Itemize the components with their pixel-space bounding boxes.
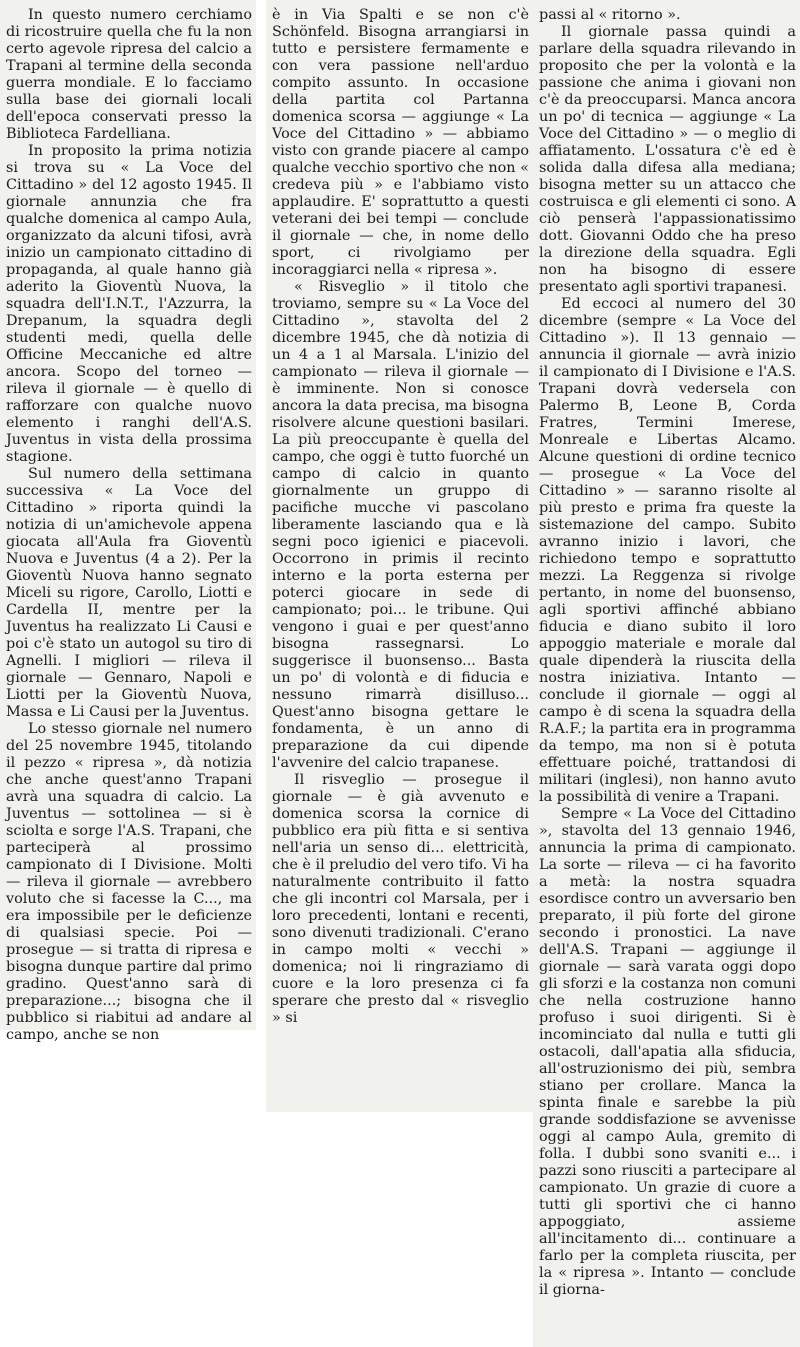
article-column-3: [533, 0, 800, 1347]
paragraph: Sul numero della settimana successiva « La Voce del Cittadino » riporta quindi la notizia di un'amichevole appena giocata all'Aula fra Gioventù Nuova e Juventus (4 a 2). Per la Gioventù Nuova hanno segnato Miceli su rigore, Carollo, Liotti e Cardella II, mentre per la Juventus ha realizzato Li Causi e poi c'è stato un autogol su tiro di Agnelli. I migliori — rileva il giornale — Gennaro, Napoli e Liotti per la Gioventù Nuova, Massa e Li Causi per la Juventus.: [6, 466, 252, 720]
article-column-1: [0, 0, 256, 1043]
paragraph: Il risveglio — prosegue il giornale — è già avvenuto e domenica scorsa la cornice di pubblico era più fitta e si sentiva nell'aria un senso di... elettricità, che è il preludio del vero tifo. Vi ha naturalmente contribuito il fatto che gli incontri col Marsala, per i loro precedenti, lontani e recenti, sono divenuti tradizionali. C'erano in campo molti « vecchi » domenica; noi li ringraziamo di cuore e la loro presenza ci fa sperare che presto dal « risveglio » si: [272, 772, 529, 1026]
paragraph: Il giornale passa quindi a parlare della squadra rilevando in proposito che per la volontà e la passione che anima i giovani non c'è da preoccuparsi. Manca ancora un po' di tecnica — aggiunge « La Voce del Cittadino » — o meglio di affiatamento. L'ossatura c'è ed è solida dalla difesa alla mediana; bisogna metter su un attacco che costruisca e gli elementi ci sono. A ciò penserà l'appassionatissimo dott. Giovanni Oddo che ha preso la direzione della squadra. Egli non ha bisogno di essere presentato agli sportivi trapanesi.: [539, 24, 796, 295]
paragraph: « Risveglio » il titolo che troviamo, sempre su « La Voce del Cittadino », stavolta del 2 dicembre 1945, che dà notizia di un 4 a 1 al Marsala. L'inizio del campionato — rileva il giornale — è imminente. Non si conosce ancora la data precisa, ma bisogna risolvere alcune questioni basilari. La più preoccupante è quella del campo, che oggi è tutto fuorché un campo di calcio in quanto giornalmente un gruppo di pacifiche mucche vi pascolano liberamente lasciando qua e là segni poco igienici e piacevoli. Occorrono in primis il recinto interno e la porta esterna per poterci giocare in sede di campionato; poi... le tribune. Qui vengono i guai e per quest'anno bisogna rassegnarsi. Lo suggerisce il buonsenso... Basta un po' di volontà e di fiducia e nessuno rimarrà disilluso... Quest'anno bisogna gettare le fondamenta, è un anno di preparazione da cui dipende l'avvenire del calcio trapanese.: [272, 279, 529, 771]
paragraph: passi al « ritorno ».: [539, 7, 681, 23]
paragraph: Ed eccoci al numero del 30 dicembre (sempre « La Voce del Cittadino »). Il 13 gennaio — annuncia il giornale — avrà inizio il campionato di I Divisione e l'A.S. Trapani dovrà vedersela con Palermo B, Leone B, Corda Fratres, Termini Imerese, Monreale e Libertas Alcamo. Alcune questioni di ordine tecnico — prosegue « La Voce del Cittadino » — saranno risolte al più presto e prima fra queste la sistemazione del campo. Subito avranno inizio i lavori, che richiedono tempo e soprattutto mezzi. La Reggenza si rivolge pertanto, in nome del buonsenso, agli sportivi affinché abbiano fiducia e diano subito il loro appoggio materiale e morale dal quale dipenderà la riuscita della nostra iniziativa. Intanto — conclude il giornale — oggi al campo è di scena la squadra della R.A.F.; la partita era in programma da tempo, ma non si è potuta effettuare poiché, trattandosi di militari (inglesi), non hanno avuto la possibilità di venire a Trapani.: [539, 296, 796, 805]
paragraph: Sempre « La Voce del Cittadino », stavolta del 13 gennaio 1946, annuncia la prima di campionato. La sorte — rileva — ci ha favorito a metà: la nostra squadra esordisce contro un avversario ben preparato, il più forte del girone secondo i pronostici. La nave dell'A.S. Trapani — aggiunge il giornale — sarà varata oggi dopo gli sforzi e la costanza non comuni che nella costruzione hanno profuso i suoi dirigenti. Si è incominciato dal nulla e tutti gli ostacoli, dall'apatia alla sfiducia, all'ostruzionismo dei più, sembra stiano per crollare. Manca la spinta finale e sarebbe la più grande soddisfazione se avvenisse oggi al campo Aula, gremito di folla. I dubbi sono svaniti e... i pazzi sono riusciti a partecipare al campionato. Un grazie di cuore a tutti gli sportivi che ci hanno appoggiato, assieme all'incitamento di... continuare a farlo per la completa riuscita, per la « ripresa ». Intanto — conclude il giorna-: [539, 806, 796, 1298]
paragraph: In proposito la prima notizia si trova su « La Voce del Cittadino » del 12 agosto 1945. Il giornale annunzia che fra qualche domenica al campo Aula, organizzato da alcuni tifosi, avrà inizio un campionato cittadino di propaganda, al quale hanno già aderito la Gioventù Nuova, la squadra dell'I.N.T., l'Azzurra, la Drepanum, la squadra degli studenti medi, quella delle Officine Meccaniche ed altre ancora. Scopo del torneo — rileva il giornale — è quello di rafforzare con qualche nuovo elemento i ranghi dell'A.S. Juventus in vista della prossima stagione.: [6, 143, 252, 465]
paragraph: Lo stesso giornale nel numero del 25 novembre 1945, titolando il pezzo « ripresa », dà notizia che anche quest'anno Trapani avrà una squadra di calcio. La Juventus — sottolinea — si è sciolta e sorge l'A.S. Trapani, che parteciperà al prossimo campionato di I Divisione. Molti — rileva il giornale — avrebbero voluto che si facesse la C..., ma era impossibile per le deficienze di qualsiasi specie. Poi — prosegue — si tratta di ripresa e bisogna dunque partire dal primo gradino. Quest'anno sarà di preparazione...; bisogna che il pubblico si riabitui ad andare al campo, anche se non: [6, 721, 252, 1043]
article-column-2: [266, 0, 533, 1112]
paragraph: In questo numero cerchiamo di ricostruire quella che fu la non certo agevole ripresa del calcio a Trapani al termine della seconda guerra mondiale. E lo facciamo sulla base dei giornali locali dell'epoca conservati presso la Biblioteca Fardelliana.: [6, 7, 252, 142]
paragraph: è in Via Spalti e se non c'è Schönfeld. Bisogna arrangiarsi in tutto e persistere fermamente e con vera passione nell'arduo compito assunto. In occasione della partita col Partanna domenica scorsa — aggiunge « La Voce del Cittadino » — abbiamo visto con grande piacere al campo qualche vecchio sportivo che non « credeva più » e l'abbiamo visto applaudire. E' soprattutto a questi veterani dei bei tempi — conclude il giornale — che, in nome dello sport, ci rivolgiamo per incoraggiarci nella « ripresa ».: [272, 7, 529, 278]
